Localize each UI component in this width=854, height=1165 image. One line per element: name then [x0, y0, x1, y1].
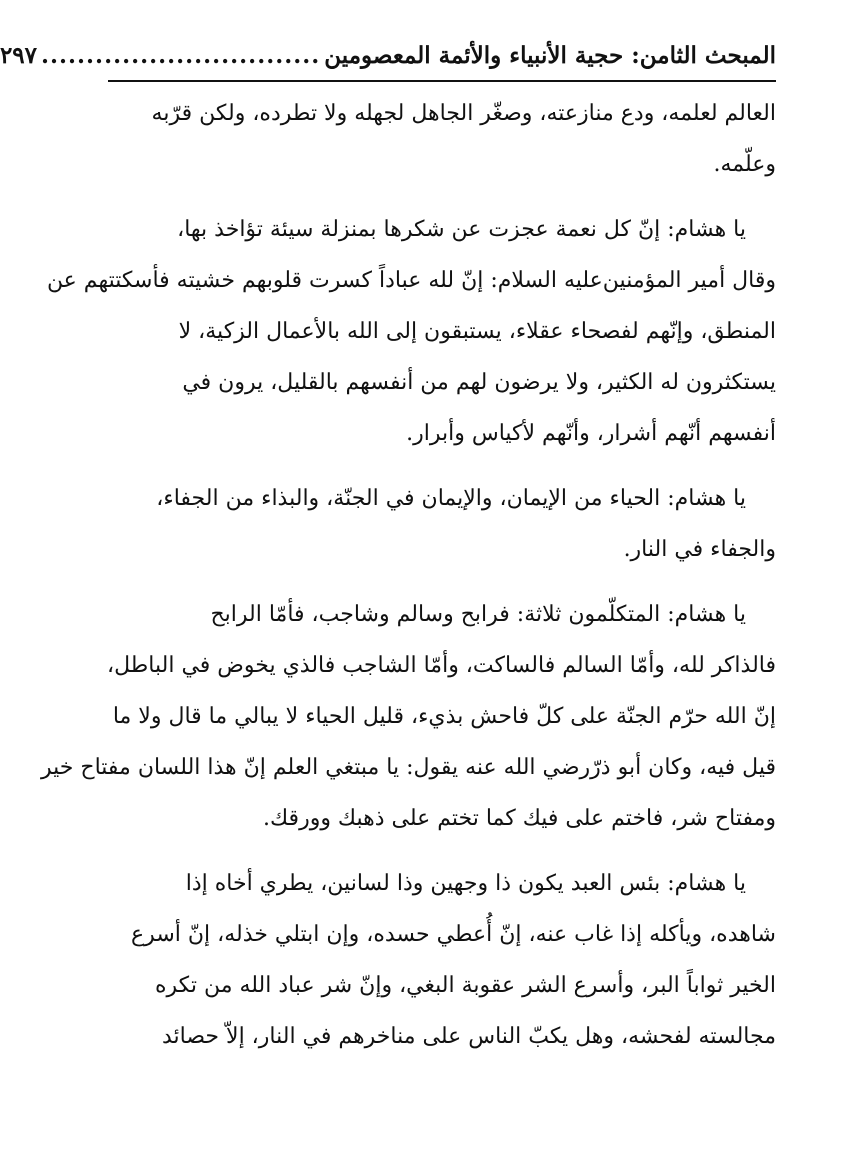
- text-line: المنطق، وإنّهم لفصحاء عقلاء، يستبقون إلى الله بالأعمال الزكية، لا: [178, 319, 776, 344]
- text-line: قيل فيه، وكان أبو ذرّ‌رضي الله عنه يقول: يا مبتغي العلم إنّ هذا اللسان مفتاح خير: [41, 755, 776, 780]
- paragraph-3: [108, 473, 776, 575]
- book-page: [0, 34, 776, 1062]
- text-line: مجالسته لفحشه، وهل يكبّ الناس على مناخرهم في النار، إلاّ حصائد: [161, 1024, 776, 1049]
- text-line: يستكثرون له الكثير، ولا يرضون لهم من أنفسهم بالقليل، يرون في: [182, 370, 776, 395]
- paragraph-4: [41, 589, 776, 844]
- text-line: فالذاكر لله، وأمّا السالم فالساكت، وأمّا الشاجب فالذي يخوض في الباطل،: [107, 653, 776, 678]
- paragraph-1: [108, 88, 776, 190]
- header-title: المبحث الثامن: حجية الأنبياء والأئمة المعصومين: [324, 42, 776, 69]
- text-line: شاهده، ويأكله إذا غاب عنه، إنّ أُعطي حسده، وإن ابتلي خذله، إنّ أسرع: [131, 922, 776, 947]
- running-header: [0, 34, 776, 82]
- text-line: وقال أمير المؤمنين‌عليه السلام: إنّ لله عباداً كسرت قلوبهم خشيته فأسكتتهم عن: [46, 268, 776, 293]
- paragraph-2: [46, 204, 776, 459]
- text-line: يا هشام: الحياء من الإيمان، والإيمان في الجنّة، والبذاء من الجفاء،: [156, 486, 746, 511]
- text-line: يا هشام: المتكلّمون ثلاثة: فرابح وسالم وشاجب، فأمّا الرابح: [210, 602, 746, 627]
- text-line: إنّ الله حرّم الجنّة على كلّ فاحش بذيء، قليل الحياء لا يبالي ما قال ولا ما: [112, 704, 776, 729]
- text-line: يا هشام: بئس العبد يكون ذا وجهين وذا لسانين، يطري أخاه إذا: [185, 871, 746, 896]
- text-line: الخير ثواباً البر، وأسرع الشر عقوبة البغي، وإنّ شر عباد الله من تكره: [155, 973, 776, 998]
- text-line: العالم لعلمه، ودع منازعته، وصغّر الجاهل لجهله ولا تطرده، ولكن قرّبه: [151, 101, 776, 126]
- text-line: ومفتاح شر، فاختم على فيك كما تختم على ذهبك وورقك.: [263, 806, 776, 831]
- text-line: يا هشام: إنّ كل نعمة عجزت عن شكرها بمنزلة سيئة تؤاخذ بها،: [177, 217, 746, 242]
- text-line: أنفسهم أنّهم أشرار، وأنّهم لأكياس وأبرار.: [406, 421, 776, 446]
- page-number: ٢٩٧: [0, 42, 38, 69]
- text-line: وعلّمه.: [713, 152, 776, 177]
- header-leader-dots: ...............................: [41, 42, 321, 69]
- text-line: والجفاء في النار.: [623, 537, 776, 562]
- paragraph-5: [108, 858, 776, 1062]
